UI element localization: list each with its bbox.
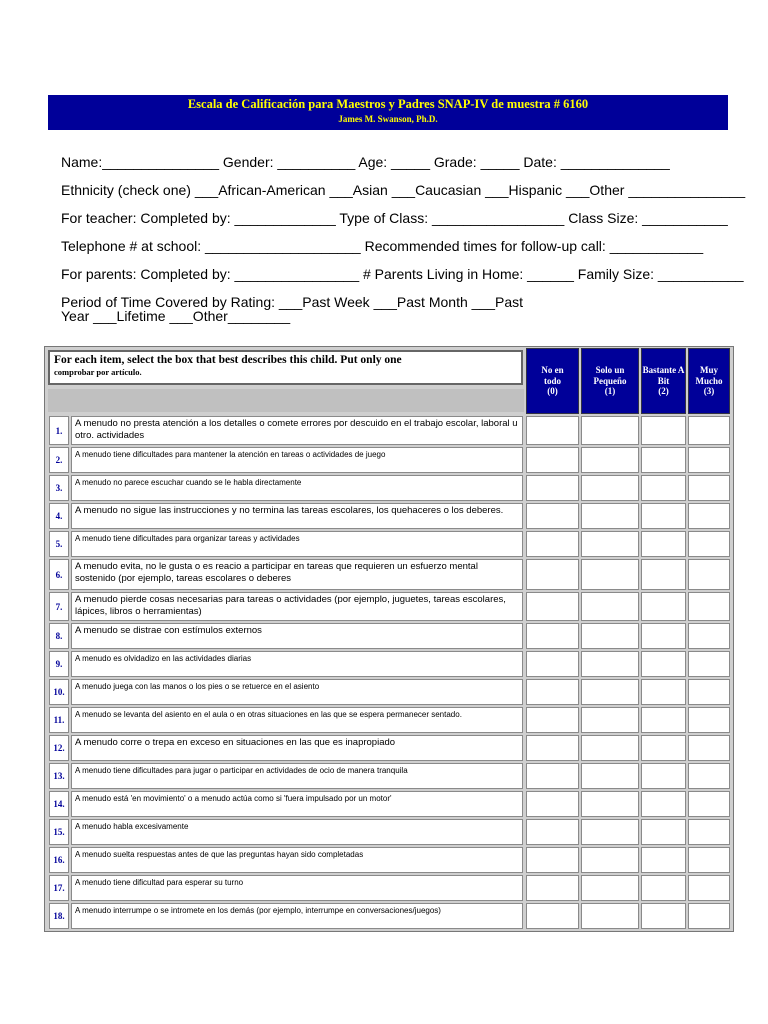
rating-box-muy-mucho[interactable] [688, 651, 730, 677]
telephone-line: Telephone # at school: ____________________ Recommended times for follow-up call: ____________ [61, 238, 704, 254]
item-text: A menudo tiene dificultades para jugar o participar en actividades de ocio de manera tranquila [71, 763, 523, 789]
rating-box-no-en-todo[interactable] [526, 503, 579, 529]
item-number: 9. [49, 651, 69, 677]
parents-line: For parents: Completed by: ________________ # Parents Living in Home: ______ Family Size: ___________ [61, 266, 744, 282]
rating-box-no-en-todo[interactable] [526, 447, 579, 473]
col-header-score: (0) [547, 386, 558, 397]
rating-box-no-en-todo[interactable] [526, 679, 579, 705]
instructions [48, 350, 523, 385]
col-header-line1: Muy [700, 365, 718, 376]
rating-box-solo-un-pequeno[interactable] [581, 735, 639, 761]
item-text: A menudo es olvidadizo en las actividades diarias [71, 651, 523, 677]
item-text: A menudo juega con las manos o los pies o se retuerce en el asiento [71, 679, 523, 705]
item-number: 14. [49, 791, 69, 817]
rating-box-bastante-a-bit[interactable] [641, 503, 686, 529]
rating-box-solo-un-pequeno[interactable] [581, 763, 639, 789]
rating-box-solo-un-pequeno[interactable] [581, 707, 639, 733]
item-number: 5. [49, 531, 69, 557]
rating-box-solo-un-pequeno[interactable] [581, 447, 639, 473]
rating-box-solo-un-pequeno[interactable] [581, 592, 639, 621]
rating-box-no-en-todo[interactable] [526, 559, 579, 590]
rating-box-no-en-todo[interactable] [526, 475, 579, 501]
rating-box-muy-mucho[interactable] [688, 531, 730, 557]
instructions-sub: comprobar por artículo. [54, 367, 142, 377]
rating-table [44, 346, 734, 932]
rating-box-solo-un-pequeno[interactable] [581, 679, 639, 705]
rating-box-no-en-todo[interactable] [526, 651, 579, 677]
header-gray-bar [48, 389, 524, 412]
page-title: Escala de Calificación para Maestros y Padres SNAP-IV de muestra # 6160 [187, 97, 589, 111]
rating-box-solo-un-pequeno[interactable] [581, 791, 639, 817]
instructions-main: For each item, select the box that best describes this child. Put only one [54, 354, 402, 366]
item-number: 15. [49, 819, 69, 845]
item-text: A menudo tiene dificultades para organizar tareas y actividades [71, 531, 523, 557]
rating-box-muy-mucho[interactable] [688, 707, 730, 733]
item-number: 2. [49, 447, 69, 473]
rating-box-muy-mucho[interactable] [688, 503, 730, 529]
rating-box-muy-mucho[interactable] [688, 592, 730, 621]
teacher-line: For teacher: Completed by: _____________ Type of Class: _________________ Class Size: ___________ [61, 210, 728, 226]
rating-box-no-en-todo[interactable] [526, 735, 579, 761]
rating-box-solo-un-pequeno[interactable] [581, 623, 639, 649]
rating-box-muy-mucho[interactable] [688, 763, 730, 789]
item-text: A menudo se levanta del asiento en el aula o en otras situaciones en las que se espera permanecer sentado. [71, 707, 523, 733]
item-text: A menudo tiene dificultades para mantener la atención en tareas o actividades de juego [71, 447, 523, 473]
item-text: A menudo evita, no le gusta o es reacio a participar en tareas que requieren un esfuerzo mental sostenido (por ejemplo, tareas escolares o deberes [71, 559, 523, 590]
col-header-line2: Bit [657, 375, 670, 386]
item-number: 3. [49, 475, 69, 501]
rating-box-muy-mucho[interactable] [688, 679, 730, 705]
rating-box-bastante-a-bit[interactable] [641, 819, 686, 845]
period-line: Period of Time Covered by Rating: ___Past Week ___Past Month ___Past [61, 294, 523, 310]
rating-box-solo-un-pequeno[interactable] [581, 559, 639, 590]
col-header-line1: Bastante A [642, 365, 685, 376]
author: James M. Swanson, Ph.D. [338, 114, 438, 124]
rating-box-bastante-a-bit[interactable] [641, 707, 686, 733]
rating-box-no-en-todo[interactable] [526, 623, 579, 649]
rating-box-no-en-todo[interactable] [526, 875, 579, 901]
item-number: 1. [49, 416, 69, 445]
col-header-line2: Mucho [695, 375, 723, 386]
rating-box-bastante-a-bit[interactable] [641, 531, 686, 557]
rating-box-muy-mucho[interactable] [688, 475, 730, 501]
col-header-line1: No en [541, 365, 564, 376]
rating-box-solo-un-pequeno[interactable] [581, 819, 639, 845]
rating-box-no-en-todo[interactable] [526, 791, 579, 817]
col-header-line2: todo [543, 375, 561, 386]
rating-box-bastante-a-bit[interactable] [641, 651, 686, 677]
rating-box-no-en-todo[interactable] [526, 847, 579, 873]
item-number: 6. [49, 559, 69, 590]
item-number: 8. [49, 623, 69, 649]
item-number: 16. [49, 847, 69, 873]
item-text: A menudo se distrae con estímulos externos [71, 623, 523, 649]
rating-box-solo-un-pequeno[interactable] [581, 847, 639, 873]
rating-box-bastante-a-bit[interactable] [641, 847, 686, 873]
item-number: 11. [49, 707, 69, 733]
rating-box-bastante-a-bit[interactable] [641, 763, 686, 789]
item-text: A menudo no parece escuchar cuando se le habla directamente [71, 475, 523, 501]
col-header-muy-mucho [688, 348, 730, 414]
rating-box-bastante-a-bit[interactable] [641, 475, 686, 501]
rating-box-bastante-a-bit[interactable] [641, 447, 686, 473]
rating-box-muy-mucho[interactable] [688, 416, 730, 445]
item-text: A menudo está 'en movimiento' o a menudo actúa como si 'fuera impulsado por un motor' [71, 791, 523, 817]
rating-box-muy-mucho[interactable] [688, 847, 730, 873]
item-number: 18. [49, 903, 69, 929]
item-number: 7. [49, 592, 69, 621]
rating-box-no-en-todo[interactable] [526, 707, 579, 733]
rating-box-muy-mucho[interactable] [688, 875, 730, 901]
rating-box-bastante-a-bit[interactable] [641, 592, 686, 621]
rating-box-muy-mucho[interactable] [688, 735, 730, 761]
rating-box-solo-un-pequeno[interactable] [581, 503, 639, 529]
item-text: A menudo suelta respuestas antes de que las preguntas hayan sido completadas [71, 847, 523, 873]
col-header-line2: Pequeño [593, 375, 627, 386]
rating-box-no-en-todo[interactable] [526, 819, 579, 845]
rating-box-no-en-todo[interactable] [526, 531, 579, 557]
rating-box-muy-mucho[interactable] [688, 623, 730, 649]
col-header-score: (2) [658, 386, 669, 397]
item-text: A menudo tiene dificultad para esperar su turno [71, 875, 523, 901]
item-number: 12. [49, 735, 69, 761]
title-banner [48, 95, 728, 130]
ethnicity-line: Ethnicity (check one) ___African-American ___Asian ___Caucasian ___Hispanic ___Other _______________ [61, 182, 746, 198]
rating-box-solo-un-pequeno[interactable] [581, 475, 639, 501]
col-header-score: (3) [703, 386, 715, 397]
item-text: A menudo habla excesivamente [71, 819, 523, 845]
rating-box-no-en-todo[interactable] [526, 763, 579, 789]
rating-box-solo-un-pequeno[interactable] [581, 416, 639, 445]
rating-box-bastante-a-bit[interactable] [641, 679, 686, 705]
item-text: A menudo no presta atención a los detalles o comete errores por descuido en el trabajo escolar, laboral u otro. actividades [71, 416, 523, 445]
item-text: A menudo pierde cosas necesarias para tareas o actividades (por ejemplo, juguetes, tareas escolares, lápices, libros o herramientas) [71, 592, 523, 621]
item-number: 13. [49, 763, 69, 789]
rating-box-solo-un-pequeno[interactable] [581, 531, 639, 557]
rating-box-no-en-todo[interactable] [526, 416, 579, 445]
rating-box-bastante-a-bit[interactable] [641, 623, 686, 649]
col-header-solo-un-pequeno [581, 348, 639, 414]
period-line-cont: Year ___Lifetime ___Other________ [61, 308, 291, 324]
name-gender-age-line: Name:_______________ Gender: __________ Age: _____ Grade: _____ Date: ______________ [61, 154, 670, 170]
rating-box-solo-un-pequeno[interactable] [581, 903, 639, 929]
rating-box-no-en-todo[interactable] [526, 903, 579, 929]
rating-box-bastante-a-bit[interactable] [641, 416, 686, 445]
rating-box-bastante-a-bit[interactable] [641, 903, 686, 929]
rating-box-muy-mucho[interactable] [688, 447, 730, 473]
rating-box-muy-mucho[interactable] [688, 559, 730, 590]
rating-box-bastante-a-bit[interactable] [641, 559, 686, 590]
item-number: 17. [49, 875, 69, 901]
rating-box-bastante-a-bit[interactable] [641, 875, 686, 901]
item-number: 4. [49, 503, 69, 529]
rating-box-no-en-todo[interactable] [526, 592, 579, 621]
item-text: A menudo corre o trepa en exceso en situaciones en las que es inapropiado [71, 735, 523, 761]
rating-box-bastante-a-bit[interactable] [641, 791, 686, 817]
rating-box-bastante-a-bit[interactable] [641, 735, 686, 761]
col-header-score: (1) [604, 386, 616, 397]
item-number: 10. [49, 679, 69, 705]
col-header-line1: Solo un [595, 365, 625, 376]
rating-box-muy-mucho[interactable] [688, 791, 730, 817]
rating-box-muy-mucho[interactable] [688, 819, 730, 845]
rating-box-muy-mucho[interactable] [688, 903, 730, 929]
item-text: A menudo no sigue las instrucciones y no termina las tareas escolares, los quehaceres o los deberes. [71, 503, 523, 529]
rating-box-solo-un-pequeno[interactable] [581, 651, 639, 677]
col-header-no-en-todo [526, 348, 579, 414]
col-header-bastante-a-bit [641, 348, 686, 414]
item-text: A menudo interrumpe o se intromete en los demás (por ejemplo, interrumpe en conversaciones/juegos) [71, 903, 523, 929]
rating-box-solo-un-pequeno[interactable] [581, 875, 639, 901]
